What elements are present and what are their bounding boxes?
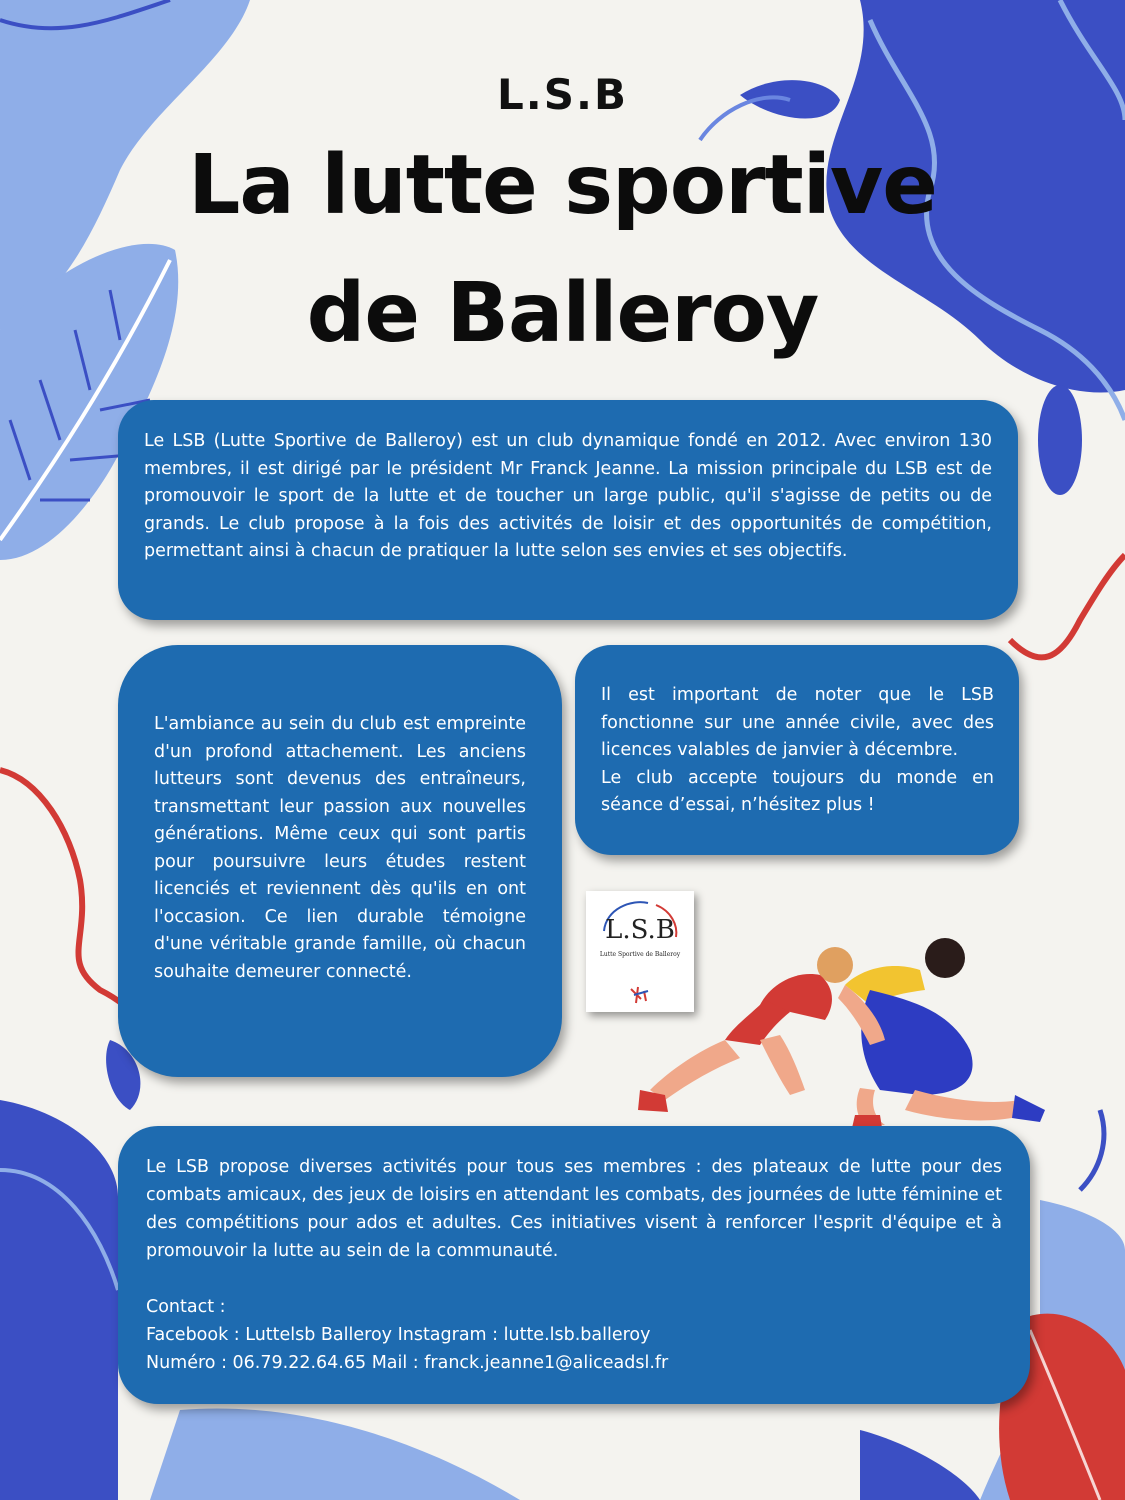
page-title: La lutte sportive de Balleroy [188, 138, 937, 361]
info-text-2: Le club accepte toujours du monde en séance d’essai, n’hésitez plus ! [601, 767, 994, 815]
contact-heading: Contact : [146, 1297, 226, 1317]
intro-box [118, 400, 1018, 620]
activities-box [118, 1126, 1030, 1404]
intro-text: Le LSB (Lutte Sportive de Balleroy) est un club dynamique fondé en 2012. Avec environ 130 membres, il est dirigé par le président Mr Franck Jeanne. La mission principale du LSB est de promouvoir le sport de la lutte et de toucher un large public, qu'il s'agisse de petits ou de grands. Le club propose à la fois des activités de loisir et des opportunités de compétition, permettant ainsi à chacun de pratiquer la lutte selon ses envies et ses objectifs. [144, 431, 992, 561]
ambiance-text: L'ambiance au sein du club est empreinte d'un profond attachement. Les anciens lutteurs sont devenus des entraîneurs, transmettant leur passion aux nouvelles générations. Même ceux qui sont partis pour poursuivre leurs études restent licenciés et reviennent dès qu'ils en ont l'occasion. Ce lien durable témoigne d'une véritable grande famille, où chacun souhaite demeurer connecté. [154, 714, 526, 982]
contact-social: Facebook : Luttelsb Balleroy Instagram : lutte.lsb.balleroy [146, 1325, 651, 1345]
info-box [575, 645, 1019, 855]
ambiance-box [118, 645, 562, 1077]
header-acronym: L.S.B [497, 70, 628, 119]
info-text-1: Il est important de noter que le LSB fonctionne sur une année civile, avec des licences valables de janvier à décembre. [601, 685, 994, 760]
activities-text: Le LSB propose diverses activités pour tous ses membres : des plateaux de lutte pour des combats amicaux, des jeux de loisirs en attendant les combats, des journées de lutte féminine et des compétitions pour ados et adultes. Ces initiatives visent à renforcer l'esprit d'équipe et à promouvoir la lutte au sein de la communauté. [146, 1157, 1002, 1261]
contact-section [146, 1293, 1002, 1377]
contact-phone-mail: Numéro : 06.79.22.64.65 Mail : franck.jeanne1@aliceadsl.fr [146, 1353, 669, 1373]
logo-subtitle: Lutte Sportive de Balleroy [599, 951, 681, 958]
wrestlers-illustration [620, 930, 1060, 1130]
logo-acronym: L.S.B [605, 915, 675, 945]
